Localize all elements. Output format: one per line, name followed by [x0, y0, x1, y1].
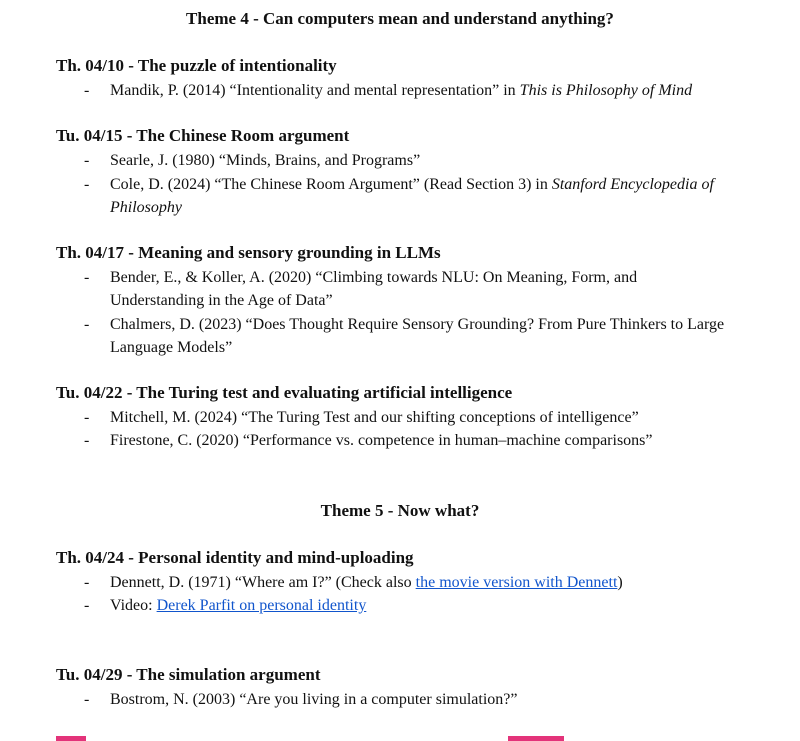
theme-5-title: Theme 5 - Now what? [320, 501, 480, 520]
reading-text: Mitchell, M. (2024) “The Turing Test and our shifting conceptions of intelligence” [110, 409, 639, 426]
list-dash: - [84, 597, 90, 614]
reading-item [84, 688, 734, 711]
reading-item [84, 266, 734, 312]
reading-text: ) [617, 574, 623, 591]
list-dash: - [84, 316, 90, 333]
reading-source: This is Philosophy of Mind [519, 82, 693, 99]
reading-text: Video: [110, 597, 157, 614]
session-title: Th. 04/10 - The puzzle of intentionality [56, 56, 337, 75]
theme-4-title: Theme 4 - Can computers mean and understand anything? [186, 9, 614, 28]
list-dash: - [84, 152, 90, 169]
reading-item [84, 173, 734, 219]
parfit-video-link[interactable]: Derek Parfit on personal identity [156, 597, 367, 614]
list-dash: - [84, 269, 90, 286]
cut-off-text-fragment [56, 736, 86, 741]
reading-item [84, 429, 734, 452]
reading-item [84, 594, 734, 617]
reading-text: Mandik, P. (2014) “Intentionality and mental representation” in [110, 82, 520, 99]
reading-text: Bostrom, N. (2003) “Are you living in a computer simulation?” [110, 691, 518, 708]
reading-item [84, 149, 734, 172]
movie-version-link[interactable]: the movie version with Dennett [415, 574, 618, 591]
reading-text: Bender, E., & Koller, A. (2020) “Climbing towards NLU: On Meaning, Form, and Understanding in the Age of Data” [110, 269, 638, 309]
reading-item [84, 571, 734, 594]
list-dash: - [84, 82, 90, 99]
session-title: Th. 04/24 - Personal identity and mind-uploading [56, 548, 414, 567]
reading-item [84, 79, 734, 102]
reading-source: Stanford Encyclopedia of Philosophy [110, 176, 714, 216]
reading-text: Searle, J. (1980) “Minds, Brains, and Programs” [110, 152, 421, 169]
reading-item [84, 313, 734, 359]
session-title: Tu. 04/29 - The simulation argument [56, 665, 321, 684]
list-dash: - [84, 432, 90, 449]
cut-off-text-fragment [508, 736, 564, 741]
reading-text: Cole, D. (2024) “The Chinese Room Argument” (Read Section 3) in [110, 176, 552, 193]
list-dash: - [84, 574, 90, 591]
reading-text: Firestone, C. (2020) “Performance vs. competence in human–machine comparisons” [110, 432, 653, 449]
session-title: Tu. 04/22 - The Turing test and evaluating artificial intelligence [56, 383, 513, 402]
list-dash: - [84, 691, 90, 708]
session-title: Tu. 04/15 - The Chinese Room argument [56, 126, 350, 145]
list-dash: - [84, 176, 90, 193]
reading-text: Dennett, D. (1971) “Where am I?” (Check also [110, 574, 416, 591]
list-dash: - [84, 409, 90, 426]
session-title: Th. 04/17 - Meaning and sensory grounding in LLMs [56, 243, 441, 262]
reading-text: Chalmers, D. (2023) “Does Thought Require Sensory Grounding? From Pure Thinkers to Large Language Models” [110, 316, 725, 356]
reading-item [84, 406, 734, 429]
